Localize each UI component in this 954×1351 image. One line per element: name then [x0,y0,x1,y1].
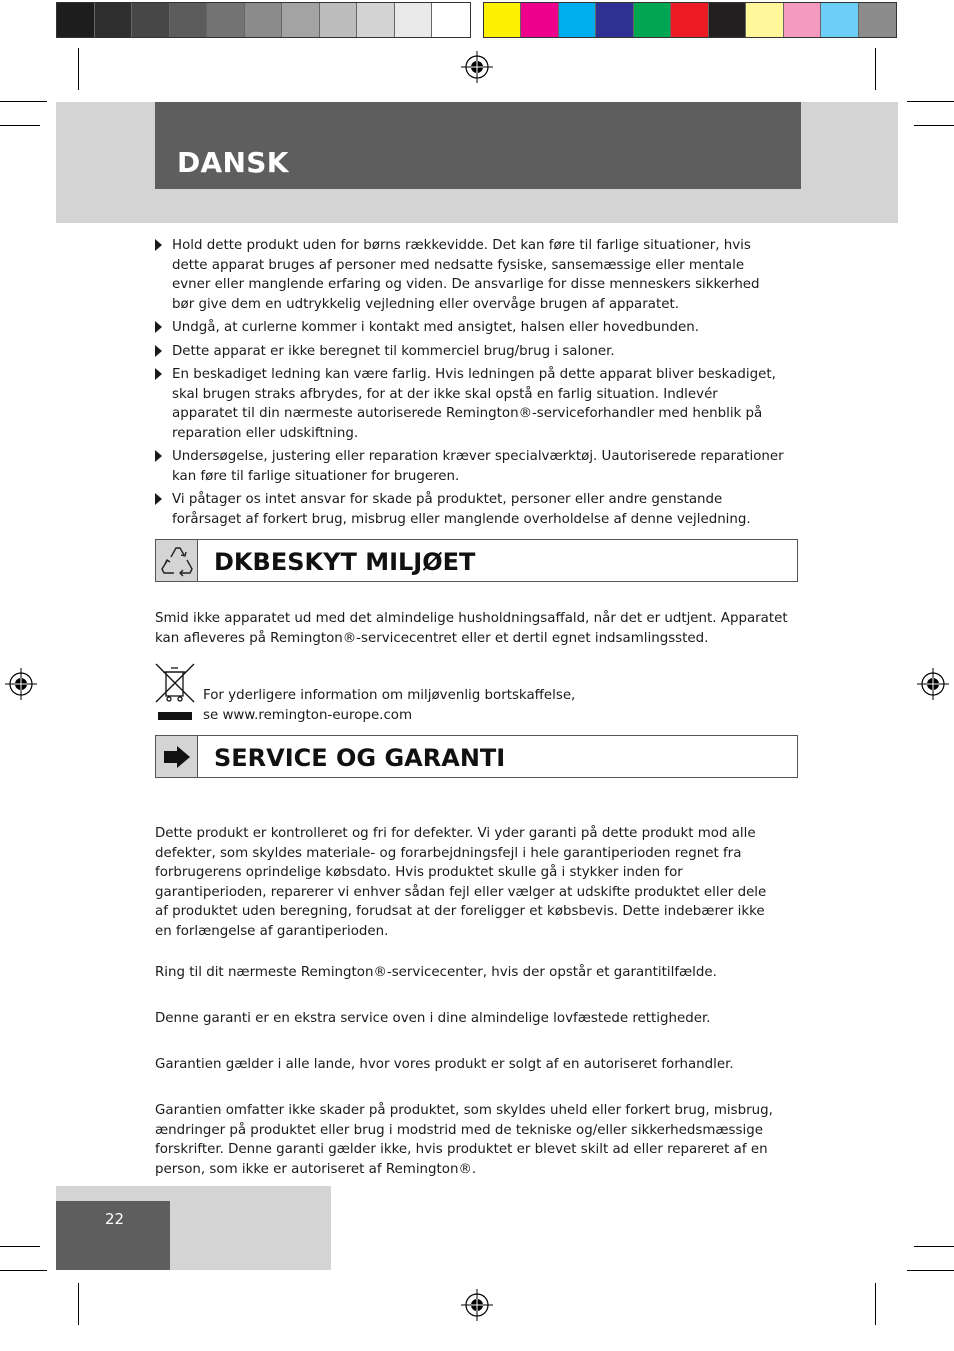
color-swatch [821,3,858,37]
color-swatch [170,3,208,37]
environment-section-header [155,539,798,582]
bullet-triangle-icon [155,450,162,462]
environment-text: Smid ikke apparatet ud med det almindelige husholdningsaffald, når det er udtjent. Apparatet kan afleveres på Remington®-servicecentret eller et dertil egnet indsamlingssted. [155,611,788,646]
section-title: SERVICE OG GARANTI [214,744,506,772]
warranty-paragraph: Garantien omfatter ikke skader på produktet, som skyldes uheld eller forkert brug, misbrug, ændringer på produktet eller brug i modstrid med de tekniske og/eller sikkerhedsmæssige forskrifter. Denne garanti gælder ikke, hvis produktet er blevet skilt ad eller repareret af en person, som ikke er autoriseret af Remington®. [155,1103,773,1177]
registration-mark-icon [461,51,493,83]
color-swatch [245,3,283,37]
color-swatch [484,3,521,37]
color-swatch [596,3,633,37]
bullet-triangle-icon [155,239,162,251]
safety-bullet-item: Undgå, at curlerne kommer i kontakt med ansigtet, halsen eller hovedbunden. [155,318,785,338]
bullet-triangle-icon [155,368,162,380]
color-swatch [57,3,95,37]
recycle-icon [159,543,195,579]
color-swatch [132,3,170,37]
safety-bullet-list [155,236,785,533]
grayscale-color-bar [56,2,471,38]
color-swatch [784,3,821,37]
registration-mark-icon [917,668,949,700]
warranty-paragraph: Dette produkt er kontrolleret og fri for defekter. Vi yder garanti på dette produkt mod alle defekter, som skyldes materiale- og forarbejdningsfejl i hele garantiperioden regnet fra forbrugerens oprindelige købsdato. Hvis produktet skulle gå i stykker inden for garantiperioden, reparerer vi enhver sådan fejl eller vælger at udskifte produktet eller dele af produktet uden beregning, forudsat at der foreligger et købsbevis. Dette indebærer ikke en forlængelse af garantiperioden. [155,826,767,939]
safety-bullet-item: Hold dette produkt uden for børns rækkevidde. Det kan føre til farlige situationer, hvis dette apparat bruges af personer med nedsatte fysiske, sansemæssige eller mentale evner eller manglende erfaring og viden. De ansvarlige for disse menneskers sikkerhed bør give dem en udtrykkelig vejledning eller overvåge brugen af apparatet. [155,236,785,314]
registration-mark-icon [5,668,37,700]
service-section-header [155,735,798,778]
color-swatch [282,3,320,37]
color-swatch [395,3,433,37]
color-swatch [709,3,746,37]
warranty-paragraph: Ring til dit nærmeste Remington®-servicecenter, hvis der opstår et garantitilfælde. [155,965,717,980]
page-number-box [56,1201,170,1270]
color-swatch [746,3,783,37]
safety-bullet-item: Vi påtager os intet ansvar for skade på produktet, personer eller andre genstande forårsaget af forkert brug, misbrug eller manglende overholdelse af denne vejledning. [155,490,785,529]
section-title: DKBESKYT MILJØET [214,548,476,576]
bullet-triangle-icon [155,345,162,357]
safety-bullet-item: Dette apparat er ikke beregnet til kommerciel brug/brug i saloner. [155,342,785,362]
crossed-bin-icon [154,662,196,722]
language-header [155,102,801,189]
color-swatch [671,3,708,37]
arrow-right-icon [163,745,191,769]
disposal-info: For yderligere information om miljøvenlig bortskaffelse, se www.remington-europe.com [203,688,576,723]
process-color-bar [483,2,897,38]
page-number: 22 [105,1210,125,1228]
warranty-paragraph: Garantien gælder i alle lande, hvor vores produkt er solgt af en autoriseret forhandler. [155,1057,734,1072]
color-swatch [95,3,133,37]
color-swatch [320,3,358,37]
color-swatch [357,3,395,37]
safety-bullet-item: Undersøgelse, justering eller reparation kræver specialværktøj. Uautoriserede reparationer kan føre til farlige situationer for brugeren. [155,447,785,486]
color-swatch [207,3,245,37]
registration-mark-icon [461,1289,493,1321]
warranty-paragraph: Denne garanti er en ekstra service oven i dine almindelige lovfæstede rettigheder. [155,1011,711,1026]
color-swatch [634,3,671,37]
safety-bullet-item: En beskadiget ledning kan være farlig. Hvis ledningen på dette apparat bliver beskadiget, skal brugen straks afbrydes, for at der ikke skal opstå en farlig situation. Indlevér apparatet til din nærmeste autoriserede Remington®-serviceforhandler med henblik på reparation eller udskiftning. [155,365,785,443]
page-title: DANSK [177,146,289,179]
color-swatch [559,3,596,37]
color-swatch [432,3,470,37]
color-swatch [859,3,896,37]
bullet-triangle-icon [155,321,162,333]
bullet-triangle-icon [155,493,162,505]
color-swatch [521,3,558,37]
